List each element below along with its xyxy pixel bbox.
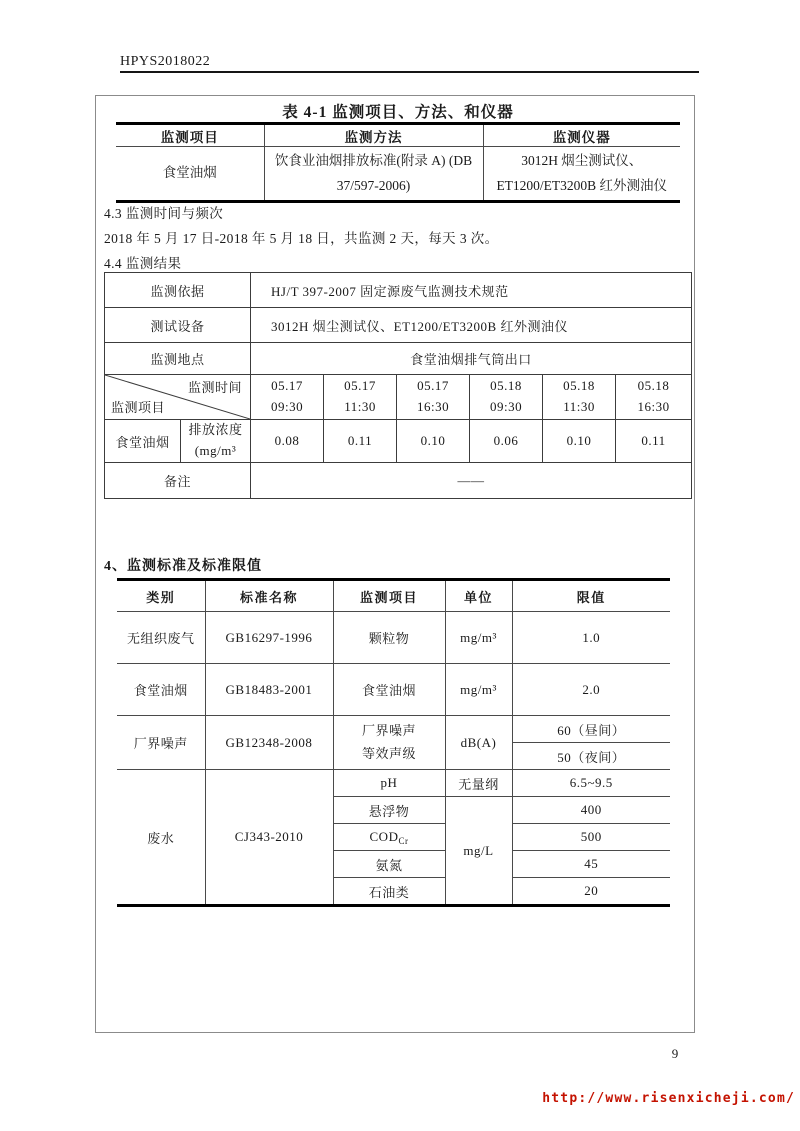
time-date: 05.17: [344, 378, 376, 394]
noise-limit-day: 60（昼间）: [512, 716, 670, 743]
hdr-unit: 单位: [445, 580, 512, 612]
noise-unit: dB(A): [445, 716, 512, 770]
wastewater-standard: CJ343-2010: [205, 770, 333, 906]
time-date: 05.17: [271, 378, 303, 394]
instrument-line1: 3012H 烟尘测试仪、: [521, 152, 643, 168]
instrument-line2: ET1200/ET3200B 红外测油仪: [496, 177, 668, 193]
value-cell-1: 0.08: [251, 420, 324, 463]
hdr-limit: 限值: [512, 580, 670, 612]
time-date: 05.18: [563, 378, 595, 394]
fugitive-unit: mg/m³: [445, 612, 512, 664]
noise-standard: GB12348-2008: [205, 716, 333, 770]
table1-title: 表 4-1 监测项目、方法、和仪器: [282, 104, 514, 121]
row-item-label: 食堂油烟: [105, 420, 181, 463]
cod-limit: 500: [512, 824, 670, 851]
basis-value: HJ/T 397-2007 固定源废气监测技术规范: [251, 273, 692, 308]
cod-item-main: COD: [369, 828, 399, 844]
time-date: 05.17: [417, 378, 449, 394]
fugitive-category: 无组织废气: [117, 612, 205, 664]
noise-category: 厂界噪声: [117, 716, 205, 770]
ph-item: pH: [333, 770, 445, 797]
basis-label: 监测依据: [105, 273, 251, 308]
canteen-item: 食堂油烟: [333, 664, 445, 716]
concentration-row: [105, 420, 692, 463]
section-4-heading: 4、监测标准及标准限值: [104, 559, 262, 574]
value-cell-5: 0.10: [543, 420, 616, 463]
time-date: 05.18: [637, 378, 670, 394]
section-4-3-heading: 4.3 监测时间与频次: [104, 206, 224, 221]
time-clock: 11:30: [563, 399, 595, 414]
wastewater-ph-row: [117, 770, 670, 797]
row-param-cell: [181, 420, 251, 463]
time-clock: 09:30: [489, 399, 523, 414]
time-col-4: [470, 375, 543, 420]
report-code: HPYS2018022: [120, 54, 211, 69]
noise-item-line2: 等效声级: [361, 745, 416, 761]
table1-monitoring-items: [116, 122, 680, 203]
noise-row-day: [117, 716, 670, 743]
time-clock: 09:30: [270, 399, 304, 414]
device-label: 测试设备: [105, 308, 251, 343]
location-row: [105, 343, 692, 375]
noise-limit-night: 50（夜间）: [512, 743, 670, 770]
table1-col-method: 监测方法: [264, 124, 483, 147]
table1-data-row: [116, 147, 680, 202]
cod-item-subscript: Cr: [398, 835, 409, 846]
value-cell-3: 0.10: [397, 420, 470, 463]
diagonal-bottom-label: 监测项目: [111, 400, 166, 415]
value-cell-4: 0.06: [470, 420, 543, 463]
remark-label: 备注: [105, 463, 251, 499]
table1-header-row: [116, 124, 680, 147]
diagonal-top-label: 监测时间: [188, 380, 243, 395]
noise-item-line1: 厂界噪声: [361, 723, 416, 739]
watermark-url: http://www.risenxicheji.com/: [542, 1091, 795, 1106]
time-date: 05.18: [490, 378, 522, 394]
canteen-category: 食堂油烟: [117, 664, 205, 716]
time-col-5: [543, 375, 616, 420]
value-cell-6: 0.11: [616, 420, 692, 463]
standards-table: [117, 578, 670, 907]
basis-row: [105, 273, 692, 308]
location-label: 监测地点: [105, 343, 251, 375]
canteen-row: [117, 664, 670, 716]
remark-value: ——: [251, 463, 692, 499]
ammonia-limit: 45: [512, 851, 670, 878]
time-clock: 16:30: [637, 399, 670, 414]
header-rule: [120, 71, 699, 73]
method-line2: 37/597-2006): [336, 177, 411, 193]
ss-limit: 400: [512, 797, 670, 824]
time-col-2: [324, 375, 397, 420]
diagonal-header-cell: [105, 375, 251, 420]
canteen-standard: GB18483-2001: [205, 664, 333, 716]
param-line2: (mg/m³: [194, 443, 237, 458]
fugitive-item: 颗粒物: [333, 612, 445, 664]
petroleum-limit: 20: [512, 878, 670, 906]
table1-method-cell: [264, 147, 483, 202]
time-header-row: [105, 375, 692, 420]
page-number: 9: [671, 1046, 679, 1061]
ammonia-item: 氨氮: [333, 851, 445, 878]
time-col-1: [251, 375, 324, 420]
value-cell-2: 0.11: [324, 420, 397, 463]
section-4-4-heading: 4.4 监测结果: [104, 256, 182, 271]
canteen-limit: 2.0: [512, 664, 670, 716]
standards-header-row: [117, 580, 670, 612]
hdr-item: 监测项目: [333, 580, 445, 612]
time-col-6: [616, 375, 692, 420]
fugitive-limit: 1.0: [512, 612, 670, 664]
time-col-3: [397, 375, 470, 420]
canteen-unit: mg/m³: [445, 664, 512, 716]
petroleum-item: 石油类: [333, 878, 445, 906]
device-value: 3012H 烟尘测试仪、ET1200/ET3200B 红外测油仪: [251, 308, 692, 343]
noise-item: [333, 716, 445, 770]
time-clock: 16:30: [416, 399, 450, 414]
fugitive-row: [117, 612, 670, 664]
ph-limit: 6.5~9.5: [512, 770, 670, 797]
cod-item: [333, 824, 445, 851]
section-4-3-body: 2018 年 5 月 17 日-2018 年 5 月 18 日，共监测 2 天，每天 3 次。: [104, 231, 499, 246]
hdr-standard: 标准名称: [205, 580, 333, 612]
method-line1: 饮食业油烟排放标准(附录 A) (DB: [274, 152, 473, 168]
results-table: [104, 272, 692, 499]
wastewater-category: 废水: [117, 770, 205, 906]
table1-col-instrument: 监测仪器: [483, 124, 680, 147]
hdr-category: 类别: [117, 580, 205, 612]
wastewater-shared-unit: mg/L: [445, 797, 512, 906]
ph-unit: 无量纲: [445, 770, 512, 797]
fugitive-standard: GB16297-1996: [205, 612, 333, 664]
param-line1: 排放浓度: [188, 422, 243, 438]
device-row: [105, 308, 692, 343]
ss-item: 悬浮物: [333, 797, 445, 824]
table1-item-cell: 食堂油烟: [116, 147, 264, 202]
table1-instrument-cell: [483, 147, 680, 202]
time-clock: 11:30: [344, 399, 376, 414]
table1-col-item: 监测项目: [116, 124, 264, 147]
location-value: 食堂油烟排气筒出口: [251, 343, 692, 375]
remark-row: [105, 463, 692, 499]
